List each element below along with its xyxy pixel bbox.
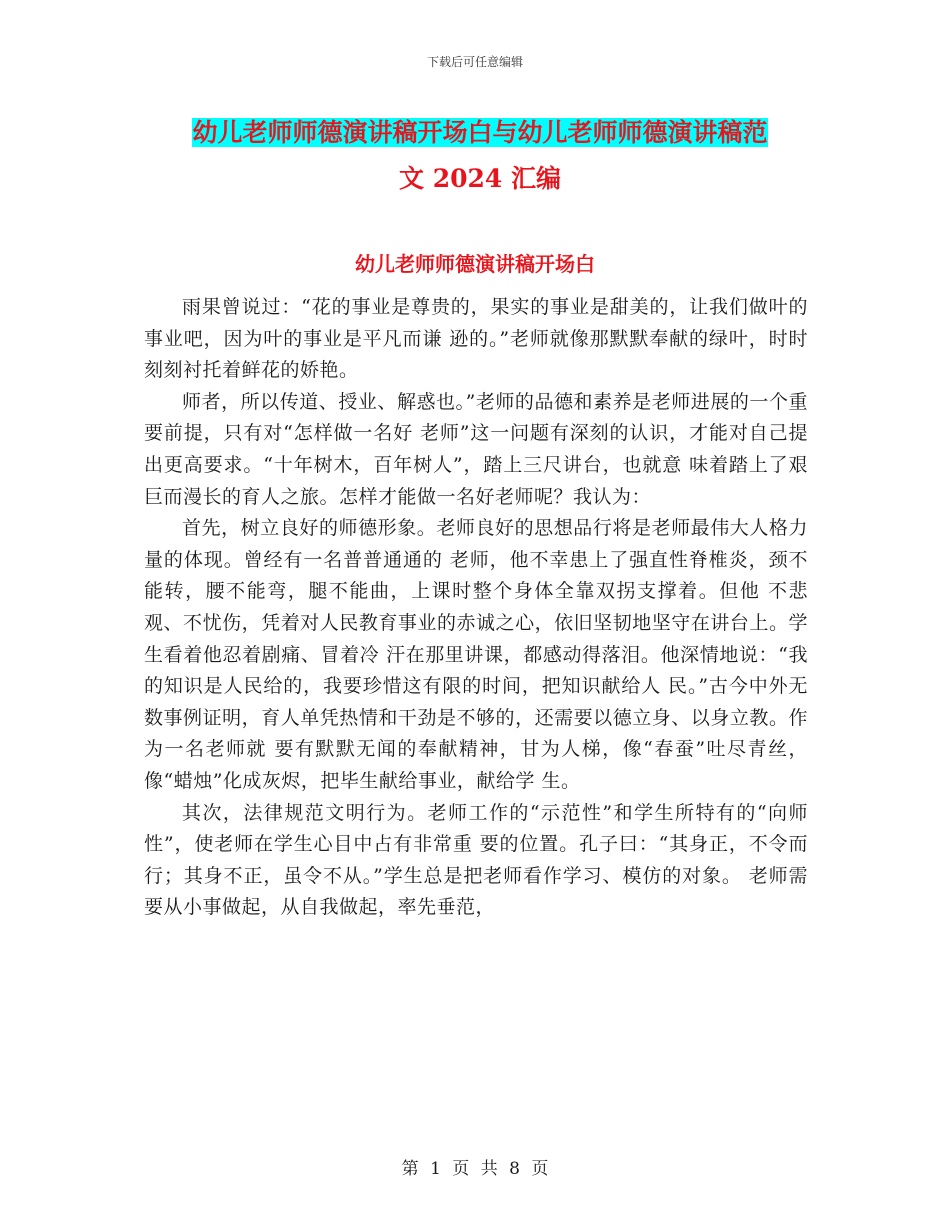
document-title-line-1: 幼儿老师师德演讲稿开场白与幼儿老师师德演讲稿范 [192, 118, 768, 147]
paragraph: 首先，树立良好的师德形象。老师良好的思想品行将是老师最伟大人格力量的体现。曾经有一名普普通通的 老师，他不幸患上了强直性脊椎炎，颈不能转，腰不能弯，腿不能曲，上课时整个身体全靠双拐支撑着。但他 不悲观、不忧伤，凭着对人民教育事业的赤诚之心，依旧坚韧地坚守在讲台上。学生看着他忍着剧痛、冒着冷 汗在那里讲课，都感动得落泪。他深情地说：“我的知识是人民给的，我要珍惜这有限的时间，把知识献给人 民。”古今中外无数事例证明，育人单凭热情和干劲是不够的，还需要以德立身、以身立教。作为一名老师就 要有默默无闻的奉献精神，甘为人梯，像“春蚕”吐尽青丝，像“蜡烛”化成灰烬，把毕生献给事业，献给学 生。 [144, 517, 808, 792]
body-text [144, 292, 808, 924]
paragraph: 其次，法律规范文明行为。老师工作的“示范性”和学生所特有的“向师性”，使老师在学生心目中占有非常重 要的位置。孔子曰：“其身正，不令而行；其身不正，虽令不从。”学生总是把老师看作学习、模仿的对象。 老师需要从小事做起，从自我做起，率先垂范， [144, 801, 808, 919]
paragraph: 师者，所以传道、授业、解惑也。”老师的品德和素养是老师进展的一个重要前提，只有对“怎样做一名好 老师”这一问题有深刻的认识，才能对自己提出更高要求。“十年树木，百年树人”，踏上三尺讲台，也就意 味着踏上了艰巨而漫长的育人之旅。怎样才能做一名好老师呢？我认为： [144, 390, 808, 508]
page-number: 第 1 页 共 8 页 [401, 1159, 549, 1179]
document-title-line-2: 文 2024 汇编 [399, 164, 561, 193]
paragraph: 雨果曾说过：“花的事业是尊贵的，果实的事业是甜美的，让我们做叶的事业吧，因为叶的事业是平凡而谦 逊的。”老师就像那默默奉献的绿叶，时时刻刻衬托着鲜花的娇艳。 [144, 296, 808, 382]
section-heading: 幼儿老师师德演讲稿开场白 [355, 252, 595, 276]
header-note: 下载后可任意编辑 [426, 55, 523, 69]
document-title [140, 110, 820, 202]
